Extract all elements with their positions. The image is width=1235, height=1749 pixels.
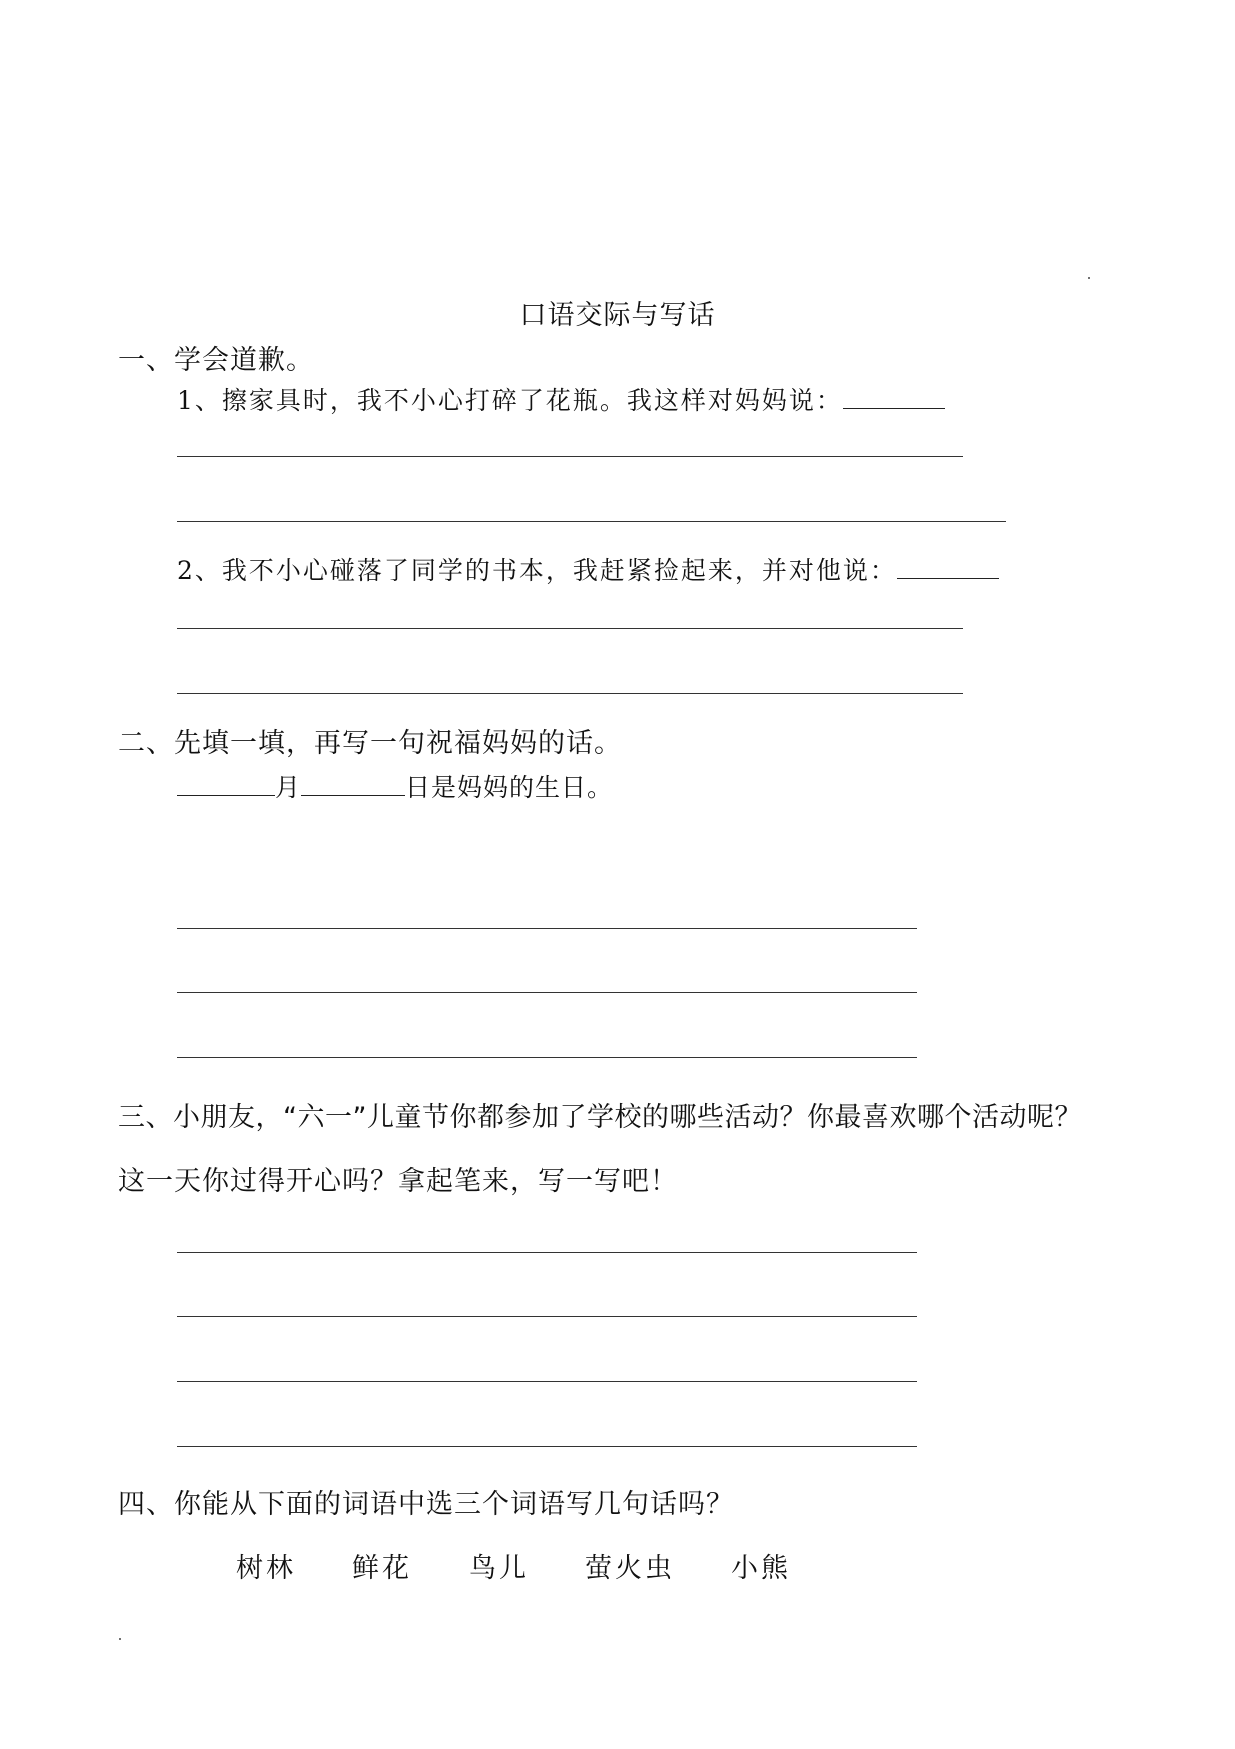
answer-line[interactable]	[177, 1057, 917, 1058]
answer-line[interactable]	[177, 456, 963, 457]
answer-line[interactable]	[177, 628, 963, 629]
word-option: 鸟儿	[469, 1553, 529, 1584]
question-2-text: 2、我不小心碰落了同学的书本，我赶紧捡起来，并对他说：	[177, 556, 897, 585]
answer-line[interactable]	[177, 992, 917, 993]
month-label: 月	[275, 773, 302, 802]
word-option: 萤火虫	[585, 1553, 675, 1584]
scan-speck	[1088, 277, 1090, 279]
day-label: 日是妈妈的生日。	[405, 773, 614, 802]
section-4-heading: 四、你能从下面的词语中选三个词语写几句话吗？	[118, 1489, 734, 1520]
word-option: 树林	[236, 1553, 296, 1584]
section-2-heading: 二、先填一填，再写一句祝福妈妈的话。	[118, 728, 622, 759]
answer-line[interactable]	[177, 1381, 917, 1382]
answer-line[interactable]	[177, 693, 963, 694]
section-1-heading: 一、学会道歉。	[118, 345, 314, 376]
question-2	[177, 551, 999, 587]
word-option: 鲜花	[352, 1553, 412, 1584]
scan-speck	[119, 1638, 121, 1640]
answer-blank[interactable]	[897, 554, 999, 579]
section-3-heading-line-1: 三、小朋友，“六一”儿童节你都参加了学校的哪些活动？你最喜欢哪个活动呢？	[118, 1102, 1082, 1133]
question-1	[177, 381, 945, 417]
answer-blank[interactable]	[843, 384, 945, 409]
page-title: 口语交际与写话	[519, 300, 716, 331]
birthday-fill-in	[177, 768, 613, 804]
answer-line[interactable]	[177, 521, 1006, 522]
answer-line[interactable]	[177, 1252, 917, 1253]
day-blank[interactable]	[301, 771, 405, 796]
month-blank[interactable]	[177, 771, 275, 796]
section-3-heading-line-2: 这一天你过得开心吗？拿起笔来，写一写吧！	[118, 1166, 678, 1197]
answer-line[interactable]	[177, 1446, 917, 1447]
word-option: 小熊	[731, 1553, 791, 1584]
question-1-text: 1、擦家具时，我不小心打碎了花瓶。我这样对妈妈说：	[177, 386, 843, 415]
answer-line[interactable]	[177, 1316, 917, 1317]
answer-line[interactable]	[177, 928, 917, 929]
